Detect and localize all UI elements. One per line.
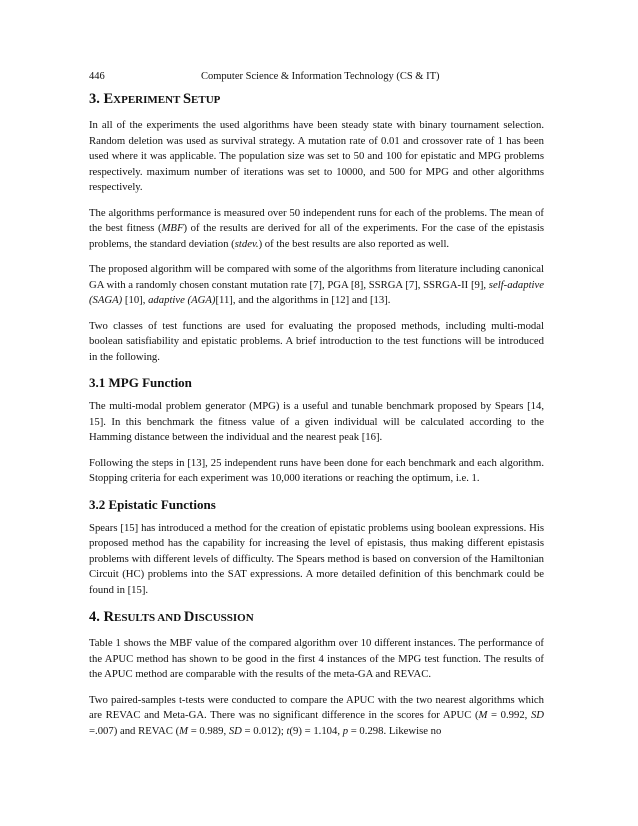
subsection-heading-epistatic: 3.2 Epistatic Functions: [89, 496, 216, 512]
subsection-heading-mpg: 3.1 MPG Function: [89, 375, 192, 390]
section-heading-results: 4. RESULTS AND DISCUSSION: [89, 609, 254, 625]
page-number: 446: [89, 71, 105, 82]
running-title: Computer Science & Information Technology (CS & IT): [201, 71, 440, 82]
page-body: [89, 86, 544, 749]
paragraph-measurement: The algorithms performance is measured over 50 independent runs for each of the problems. The mean of the best fitness (MBF) of the results are derived for all of the experiments. For the case of the epistasis problems, the standard deviation (stdev.) of the best results are also reported as well.: [89, 206, 544, 250]
paragraph-mpg-steps: Following the steps in [13], 25 independent runs have been done for each benchmark and each algorithm. Stopping criteria for each experiment was 10,000 iterations or reaching the optimum, i.e. 1.: [89, 456, 544, 484]
paragraph-ttests: Two paired-samples t-tests were conducted to compare the APUC with the two nearest algorithms which are REVAC and Meta-GA. There was no significant difference in the scores for APUC (M = 0.992, SD =.007) and REVAC (M = 0.989, SD = 0.012); t(9) = 1.104, p = 0.298. Likewise no: [89, 693, 545, 737]
paragraph-test-functions: Two classes of test functions are used for evaluating the proposed methods, including multi-modal boolean satisfiability and epistatic problems. A brief introduction to the test functions will be introduced in the following.: [89, 319, 544, 363]
paragraph-epistatic: Spears [15] has introduced a method for the creation of epistatic problems using boolean expressions. His proposed method has the capability for increasing the level of epistasis, thus making different epistasis problems with different levels of difficulty. The Spears method is based on conversion of the Hamiltonian Circuit (HC) problems into the SAT expressions. A more detailed definition of this benchmark could be found in [15].: [89, 521, 544, 596]
section-heading-experiment-setup: 3. EXPERIMENT SETUP: [89, 91, 221, 107]
paragraph-mpg: The multi-modal problem generator (MPG) is a useful and tunable benchmark proposed by Spears [14, 15]. In this benchmark the fitness value of a given individual will be calculated according to the Hamming distance between the individual and the nearest peak [16].: [89, 400, 544, 443]
paragraph-comparison: The proposed algorithm will be compared with some of the algorithms from literature including canonical GA with a randomly chosen constant mutation rate [7], PGA [8], SSRGA [7], SSRGA-II [9], self-adaptive (SAGA) [10], adaptive (AGA)[11], and the algorithms in [12] and [13].: [89, 263, 544, 306]
paragraph-results: Table 1 shows the MBF value of the compared algorithm over 10 different instances. The performance of the APUC method has shown to be good in the first 4 instances of the MPG test function. The results of the APUC method are comparable with the results of the meta-GA and REVAC.: [89, 637, 544, 680]
paragraph-setup: In all of the experiments the used algorithms have been steady state with binary tournament selection. Random deletion was used as survival strategy. A mutation rate of 0.01 and crossover rate of 1 has been used where it was applicable. The population size was set to 50 and 100 for epistatic and MPG problems respectively. maximum number of iterations was set to 10000, and 500 for MPG and other algorithms respectively.: [89, 119, 544, 193]
